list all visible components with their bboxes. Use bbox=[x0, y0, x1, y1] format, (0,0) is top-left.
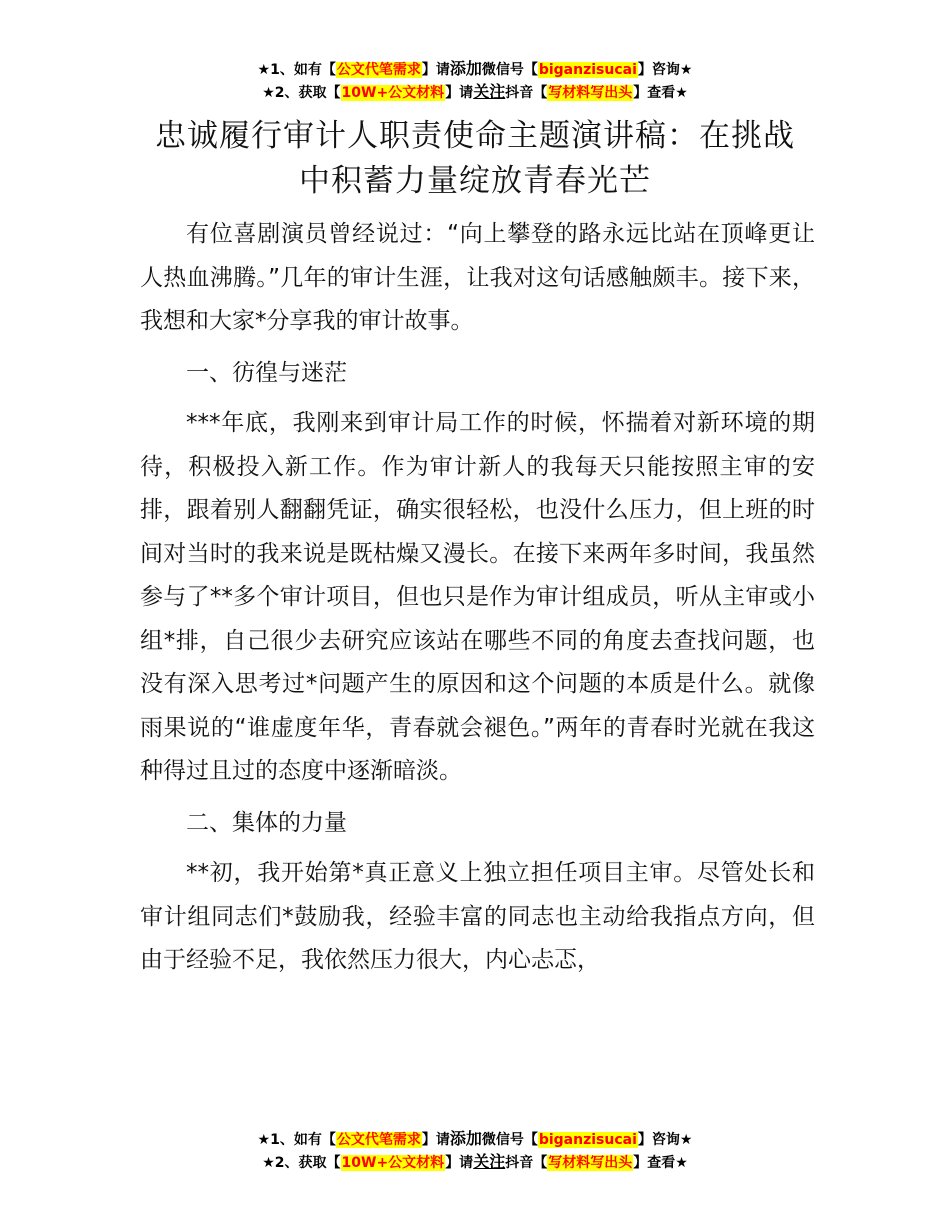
banner-text: 微信号【 bbox=[481, 62, 538, 78]
section-heading-2: 二、集体的力量 bbox=[186, 809, 347, 836]
paragraph-section-1: ***年底，我刚来到审计局工作的时候，怀揣着对新环境的期待，积极投入新工作。作为审计新人的我每天只能按照主审的安排，跟着别人翻翻凭证，确实很轻松，也没什么压力，但上班的时间对当时的我来说是既枯燥又漫长。在接下来两年多时间，我虽然参与了**多个审计项目，但也只是作为审计组成员，听从主审或小组*排，自己很少去研究应该站在哪些不同的角度去查找问题，也没有深入思考过*问题产生的原因和这个问题的本质是什么。就像雨果说的“谁虚度年华，青春就会褪色。”两年的青春时光就在我这种得过且过的态度中逐渐暗淡。 bbox=[140, 410, 815, 784]
banner-text: 】请 bbox=[445, 1155, 474, 1171]
banner-text: 】请 bbox=[421, 1132, 450, 1148]
banner-text: 】查看★ bbox=[633, 1155, 688, 1171]
banner-text: ★2、获取【 bbox=[262, 1155, 341, 1171]
highlight-materials: 10W+公文材料 bbox=[341, 1155, 445, 1171]
highlight-wechat-id: biganzisucai bbox=[538, 1132, 637, 1148]
banner-text: 】查看★ bbox=[633, 85, 688, 101]
highlight-service: 公文代笔需求 bbox=[336, 62, 421, 78]
highlight-materials: 10W+公文材料 bbox=[341, 85, 445, 101]
document-body bbox=[140, 213, 815, 983]
banner-text: ★1、如有【 bbox=[257, 62, 336, 78]
highlight-wechat-id: biganzisucai bbox=[538, 62, 637, 78]
document-title bbox=[120, 114, 830, 204]
title-line-2: 中积蓄力量绽放青春光芒 bbox=[299, 163, 651, 199]
banner-line-2 bbox=[0, 81, 950, 104]
banner-text: 抖音【 bbox=[505, 1155, 548, 1171]
banner-text: 】咨询★ bbox=[637, 1132, 693, 1148]
banner-text: 】咨询★ bbox=[637, 62, 693, 78]
section-heading-1: 一、彷徨与迷茫 bbox=[186, 359, 347, 386]
title-line-1: 忠诚履行审计人职责使命主题演讲稿：在挑战 bbox=[155, 118, 795, 154]
banner-text: ★2、获取【 bbox=[262, 85, 341, 101]
banner-text: 微信号【 bbox=[481, 1132, 538, 1148]
footer-banner bbox=[0, 1128, 950, 1174]
highlight-douyin: 写材料写出头 bbox=[548, 85, 633, 101]
paragraph-section-2: **初，我开始第*真正意义上独立担任项目主审。尽管处长和审计组同志们*鼓励我，经验丰富的同志也主动给我指点方向，但由于经验不足，我依然压力很大，内心忐忑， bbox=[140, 860, 815, 973]
banner-text: 添加 bbox=[449, 59, 482, 78]
highlight-service: 公文代笔需求 bbox=[336, 1132, 421, 1148]
banner-text: 】请 bbox=[445, 85, 474, 101]
banner-line-2 bbox=[0, 1151, 950, 1174]
paragraph-intro: 有位喜剧演员曾经说过：“向上攀登的路永远比站在顶峰更让人热血沸腾。”几年的审计生涯，让我对这句话感触颇丰。接下来，我想和大家*分享我的审计故事。 bbox=[140, 221, 815, 334]
highlight-douyin: 写材料写出头 bbox=[548, 1155, 633, 1171]
banner-text: 关注 bbox=[473, 1152, 506, 1171]
banner-text: 抖音【 bbox=[505, 85, 548, 101]
banner-text: 添加 bbox=[449, 1129, 482, 1148]
banner-text: 关注 bbox=[473, 82, 506, 101]
banner-line-1 bbox=[0, 58, 950, 81]
banner-text: 】请 bbox=[421, 62, 450, 78]
banner-text: ★1、如有【 bbox=[257, 1132, 336, 1148]
header-banner bbox=[0, 58, 950, 104]
banner-line-1 bbox=[0, 1128, 950, 1151]
